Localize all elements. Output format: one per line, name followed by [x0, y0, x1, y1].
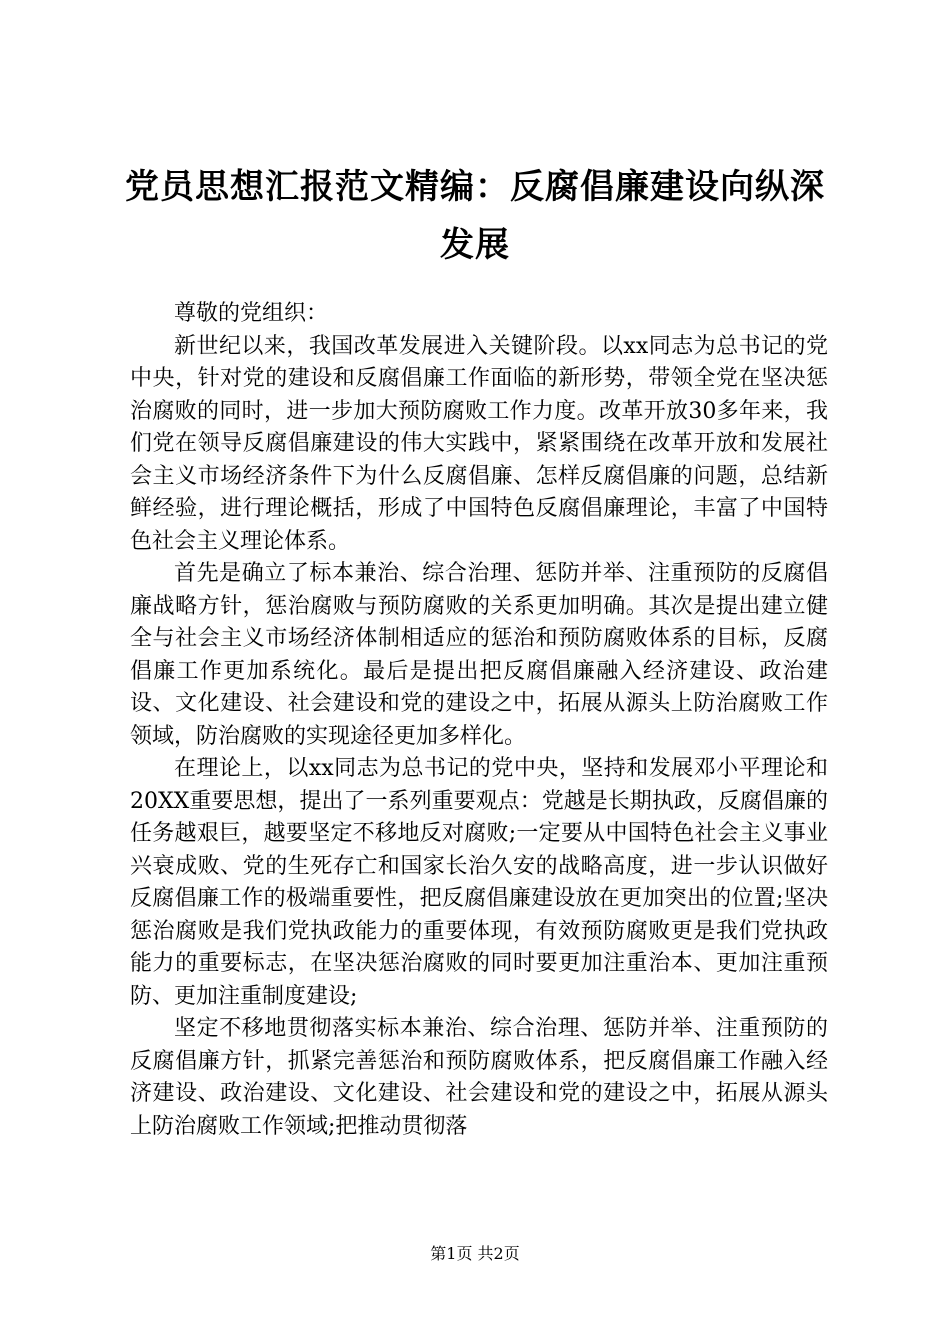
salutation: 尊敬的党组织： — [174, 301, 329, 326]
paragraph-3: 在理论上，以xx同志为总书记的党中央，坚持和发展邓小平理论和20XX重要思想，提出了一系列重要观点：党越是长期执政，反腐倡廉的任务越艰巨，越要坚定不移地反对腐败;一定要从中国特色社会主义事业兴衰成败、党的生死存亡和国家长治久安的战略高度，进一步认识做好反腐倡廉工作的极端重要性，把反腐倡廉建设放在更加突出的位置;坚决惩治腐败是我们党执政能力的重要体现，有效预防腐败更是我们党执政能力的重要标志，在坚决惩治腐败的同时要更加注重治本、更加注重预防、更加注重制度建设; — [130, 756, 828, 1009]
document-title: 党员思想汇报范文精编：反腐倡廉建设向纵深发展 — [125, 167, 825, 265]
paragraph-1: 新世纪以来，我国改革发展进入关键阶段。以xx同志为总书记的党中央，针对党的建设和反腐倡廉工作面临的新形势，带领全党在坚决惩治腐败的同时，进一步加大预防腐败工作力度。改革开放30多年来，我们党在领导反腐倡廉建设的伟大实践中，紧紧围绕在改革开放和发展社会主义市场经济条件下为什么反腐倡廉、怎样反腐倡廉的问题，总结新鲜经验，进行理论概括，形成了中国特色反腐倡廉理论，丰富了中国特色社会主义理论体系。 — [130, 333, 828, 554]
paragraph-4: 坚定不移地贯彻落实标本兼治、综合治理、惩防并举、注重预防的反腐倡廉方针，抓紧完善惩治和预防腐败体系，把反腐倡廉工作融入经济建设、政治建设、文化建设、社会建设和党的建设之中，拓展从源头上防治腐败工作领域;把推动贯彻落 — [130, 1016, 828, 1139]
page-footer: 第1页 共2页 — [430, 1244, 520, 1263]
document-body — [130, 298, 828, 1143]
paragraph-2: 首先是确立了标本兼治、综合治理、惩防并举、注重预防的反腐倡廉战略方针，惩治腐败与预防腐败的关系更加明确。其次是提出建立健全与社会主义市场经济体制相适应的惩治和预防腐败体系的目标，反腐倡廉工作更加系统化。最后是提出把反腐倡廉融入经济建设、政治建设、文化建设、社会建设和党的建设之中，拓展从源头上防治腐败工作领域，防治腐败的实现途径更加多样化。 — [130, 561, 828, 749]
